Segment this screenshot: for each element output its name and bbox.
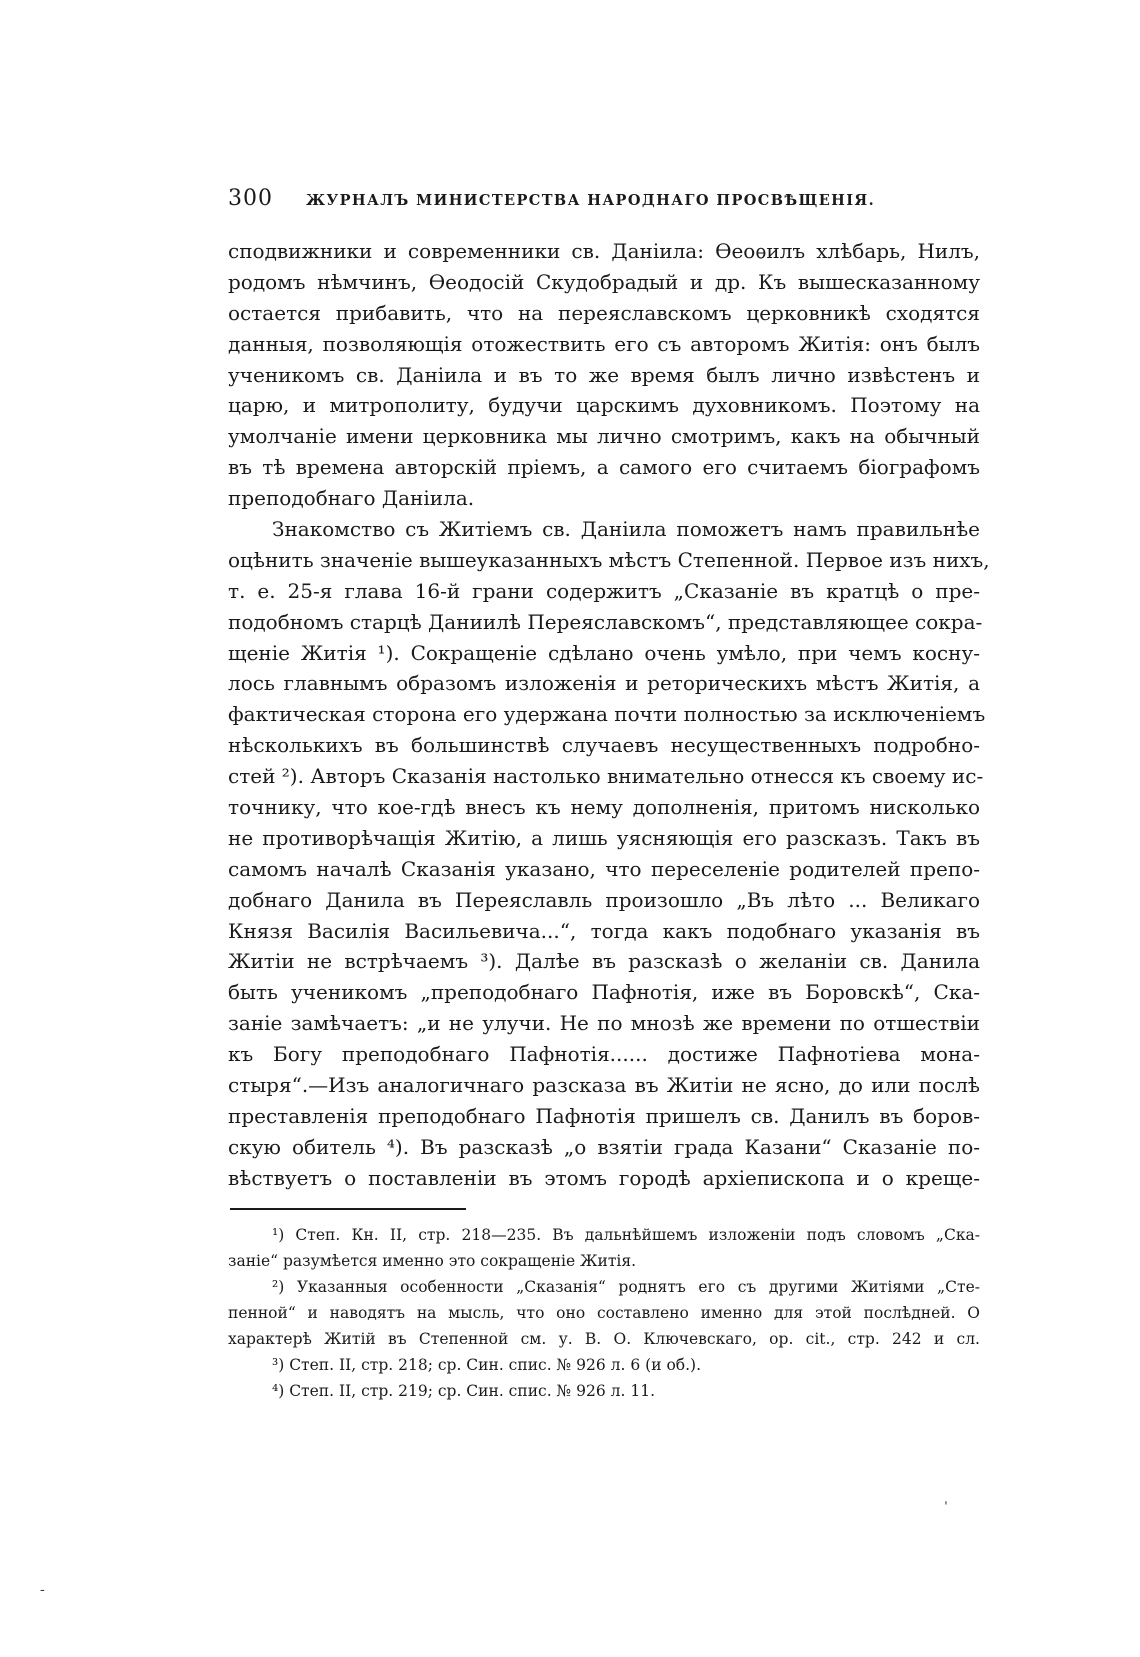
text-line: точнику, что кое-гдѣ внесъ къ нему дополненія, притомъ нисколько — [228, 795, 980, 820]
footnote-line: ⁴) Степ. II, стр. 219; ср. Син. спис. № 926 л. 11. — [272, 1382, 656, 1400]
page-header — [228, 180, 980, 220]
text-line: остается прибавить, что на переяславскомъ церковникѣ сходятся — [228, 300, 980, 325]
text-line: самомъ началѣ Сказанія указано, что переселеніе родителей препо- — [228, 856, 980, 881]
page-number: 300 — [228, 186, 273, 211]
text-line: данныя, позволяющія отожествить его съ авторомъ Житія: онъ былъ — [228, 331, 980, 356]
footnotes — [228, 1222, 980, 1404]
footnote-line: характерѣ Житій въ Степенной см. у. В. О. Ключевскаго, op. cit., стр. 242 и сл. — [228, 1330, 980, 1348]
text-line: вѣствуетъ о поставленіи въ этомъ городѣ архіепископа и о креще- — [228, 1165, 980, 1190]
text-line: добнаго Данила въ Переяславль произошло „Въ лѣто ... Великаго — [228, 887, 980, 912]
scan-speck: - — [40, 1582, 45, 1598]
text-line: быть ученикомъ „преподобнаго Пафнотія, иже въ Боровскѣ“, Ска- — [228, 980, 980, 1005]
footnote-divider — [230, 1208, 466, 1210]
footnote-line: заніе“ разумѣется именно это сокращеніе Житія. — [228, 1252, 637, 1270]
text-line: сподвижники и современники св. Даніила: Ѳеоѳилъ хлѣбарь, Нилъ, — [228, 239, 980, 263]
main-text — [228, 236, 990, 1194]
text-line: къ Богу преподобнаго Пафнотія...... достиже Пафнотіева мона- — [228, 1042, 980, 1067]
text-line: родомъ нѣмчинъ, Ѳеодосій Скудобрадый и др. Къ вышесказанному — [228, 269, 980, 294]
text-line: т. е. 25-я глава 16-й грани содержитъ „Сказаніе въ кратцѣ о пре- — [228, 578, 980, 603]
text-line: стей ²). Авторъ Сказанія настолько внимательно отнесся къ своему ис- — [228, 764, 984, 789]
text-line: подобномъ старцѣ Даниилѣ Переяславскомъ“, представляющее сокра- — [228, 609, 983, 634]
text-line: преставленія преподобнаго Пафнотія пришелъ св. Данилъ въ боров- — [228, 1103, 980, 1128]
text-line: царю, и митрополиту, будучи царскимъ духовникомъ. Поэтому на — [228, 393, 980, 418]
text-line: преподобнаго Даніила. — [228, 486, 475, 511]
text-line: умолчаніе имени церковника мы лично смотримъ, какъ на обычный — [228, 424, 980, 449]
running-title: ЖУРНАЛЪ МИНИСТЕРСТВА НАРОДНАГО ПРОСВѢЩЕНІЯ. — [306, 192, 876, 209]
text-line: нѣсколькихъ въ большинствѣ случаевъ несущественныхъ подробно- — [228, 733, 980, 758]
text-line: Князя Василія Васильевича...“, тогда какъ подобнаго указанія въ — [228, 918, 980, 943]
text-line: Житіи не встрѣчаемъ ³). Далѣе въ разсказѣ о желаніи св. Данила — [228, 949, 980, 974]
text-line: оцѣнить значеніе вышеуказанныхъ мѣстъ Степенной. Первое изъ нихъ, — [228, 547, 990, 572]
footnote-line: ²) Указанныя особенности „Сказанія“ роднятъ его съ другими Житіями „Сте- — [272, 1278, 980, 1296]
footnote-line: ³) Степ. II, стр. 218; ср. Син. спис. № 926 л. 6 (и об.). — [272, 1356, 702, 1374]
text-line: не противорѣчащія Житію, а лишь уясняющія его разсказъ. Такъ въ — [228, 825, 980, 850]
text-line: щеніе Житія ¹). Сокращеніе сдѣлано очень умѣло, при чемъ косну- — [228, 640, 980, 665]
footnote-line: пенной“ и наводятъ на мысль, что оно составлено именно для этой послѣдней. О — [228, 1304, 980, 1322]
scan-speck: ˈ — [944, 1500, 948, 1516]
text-line: скую обитель ⁴). Въ разсказѣ „о взятіи града Казани“ Сказаніе по- — [228, 1134, 980, 1159]
text-line: фактическая сторона его удержана почти полностью за исключеніемъ — [228, 702, 986, 727]
footnote-line: ¹) Степ. Кн. II, стр. 218—235. Въ дальнѣйшемъ изложеніи подъ словомъ „Ска- — [272, 1226, 980, 1244]
text-line: ученикомъ св. Даніила и въ то же время былъ лично извѣстенъ и — [228, 362, 980, 387]
text-line: Знакомство съ Житіемъ св. Даніила поможетъ намъ правильнѣе — [272, 517, 980, 542]
text-line: стыря“.—Изъ аналогичнаго разсказа въ Житіи не ясно, до или послѣ — [228, 1073, 980, 1098]
text-line: лось главнымъ образомъ изложенія и реторическихъ мѣстъ Житія, а — [228, 671, 980, 696]
text-line: въ тѣ времена авторскій пріемъ, а самого его считаемъ біографомъ — [228, 455, 980, 480]
text-line: заніе замѣчаетъ: „и не улучи. Не по мнозѣ же времени по отшествіи — [228, 1011, 980, 1036]
